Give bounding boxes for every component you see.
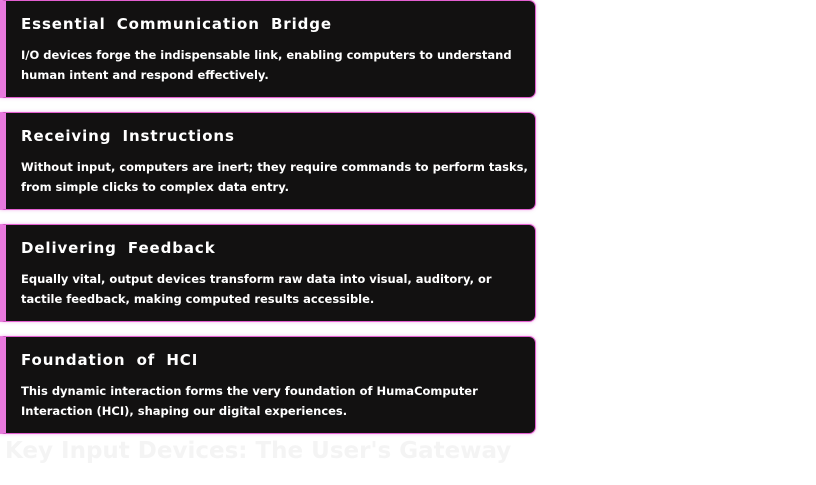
card-body: Equally vital, output devices transform raw data into visual, auditory, or tactile feedback, making computed results accessible.	[21, 272, 492, 306]
section-heading: Key Input Devices: The User's Gateway	[5, 438, 512, 464]
card-foundation-of-hci	[0, 336, 536, 434]
card-receiving-instructions	[0, 112, 536, 210]
card-essential-communication-bridge	[0, 0, 536, 98]
card-title: Foundation of HCI	[21, 351, 199, 369]
card-title: Delivering Feedback	[21, 239, 216, 257]
card-delivering-feedback	[0, 224, 536, 322]
card-title: Receiving Instructions	[21, 127, 235, 145]
card-body: Without input, computers are inert; they require commands to perform tasks, from simple clicks to complex data entry.	[21, 160, 528, 194]
card-body: I/O devices forge the indispensable link, enabling computers to understand human intent and respond effectively.	[21, 48, 512, 82]
card-title: Essential Communication Bridge	[21, 15, 332, 33]
card-body: This dynamic interaction forms the very foundation of HumaComputer Interaction (HCI), shaping our digital experiences.	[21, 384, 478, 418]
